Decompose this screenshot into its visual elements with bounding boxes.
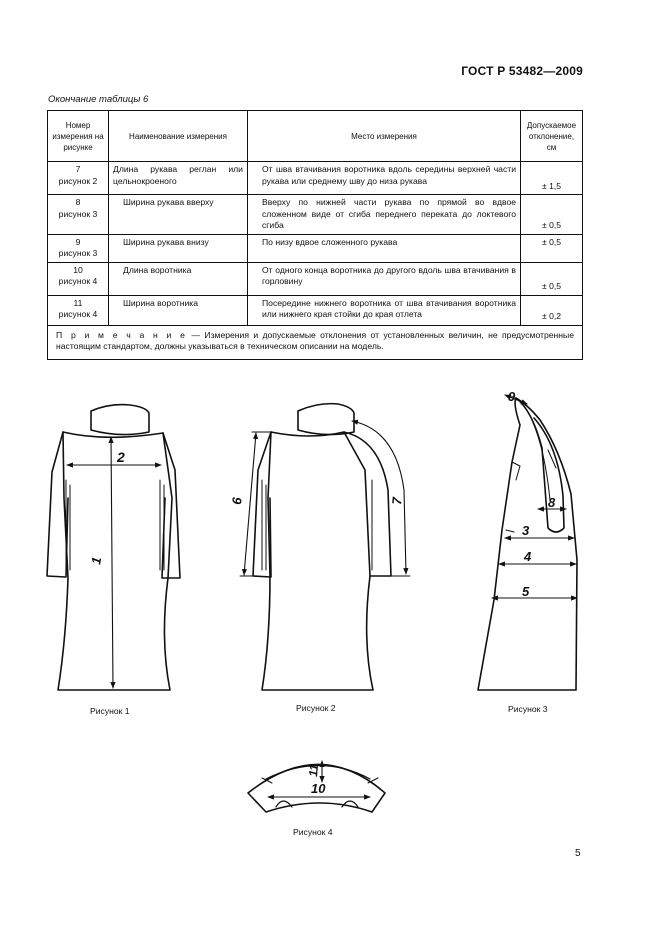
row-place: Посередине нижнего воротника от шва втачивания воротника или нижнего края стойки до края отлета (248, 295, 521, 325)
header-tolerance: Допускаемое отклонение, см (521, 111, 583, 162)
note-lead: П р и м е ч а н и е (56, 329, 188, 340)
row-tolerance: ± 0,5 (521, 234, 583, 262)
fig3-side-seam (506, 462, 520, 532)
row-place: От одного конца воротника до другого вдоль шва втачивания в горловину (248, 262, 521, 295)
figure-2-coat-raglan (229, 404, 410, 690)
row-figure: рисунок 4 (58, 309, 98, 319)
row-place: По низу вдвое сложенного рукава (248, 234, 521, 262)
fig3-body (478, 398, 577, 690)
page-number: 5 (575, 848, 581, 859)
fig4-mark-10: 10 (311, 781, 326, 796)
header-name: Наименование измерения (109, 111, 248, 162)
row-number: 9 (75, 236, 81, 247)
row-number: 8 (75, 197, 81, 207)
table-caption: Окончание таблицы 6 (48, 94, 149, 105)
row-figure: рисунок 3 (58, 248, 98, 258)
standard-designation: ГОСТ Р 53482—2009 (461, 64, 583, 78)
fig1-collar (91, 405, 149, 435)
row-place: От шва втачивания воротника вдоль середины верхней части рукава или среднему шву до низа рукава (248, 162, 521, 195)
fig3-mark-8: 8 (548, 495, 556, 510)
fig1-fold-lines (66, 480, 164, 570)
fig2-mark-7: 7 (389, 496, 405, 506)
figure-2-label: Рисунок 2 (296, 703, 336, 713)
fig2-raglan-sleeve (344, 432, 391, 576)
fig2-body (262, 432, 373, 690)
row-tolerance: ± 0,5 (521, 262, 583, 295)
fig2-fold-lines (262, 480, 372, 570)
row-name: Длина воротника (109, 262, 248, 295)
note-text: — Измерения и допускаемые отклонения от установленных величин, не предусмотренные настоящим стандартом, должны указываться в техническом описании на модель. (56, 329, 574, 351)
fig3-mark-4: 4 (524, 549, 532, 564)
row-name: Ширина воротника (109, 295, 248, 325)
row-figure: рисунок 3 (58, 208, 98, 219)
figure-4-collar (248, 761, 385, 812)
row-figure: рисунок 4 (58, 276, 98, 286)
row-place: Вверху по нижней части рукава по прямой во вдвое сложенном виде от сгиба переднего переката до локтевого сгиба (248, 195, 521, 235)
figure-1-label: Рисунок 1 (90, 706, 130, 716)
row-tolerance: ± 0,2 (521, 295, 583, 325)
fig1-body (58, 432, 172, 690)
row-tolerance: ± 0,5 (521, 195, 583, 235)
row-tolerance: ± 1,5 (521, 162, 583, 195)
fig2-collar (298, 404, 354, 435)
row-name: Ширина рукава внизу (109, 234, 248, 262)
figure-4-label: Рисунок 4 (293, 827, 333, 837)
row-number: 11 (73, 297, 83, 308)
row-name: Ширина рукава вверху (109, 195, 248, 235)
fig2-mark-6: 6 (229, 496, 245, 506)
row-number: 7 (75, 164, 81, 174)
figure-3-label: Рисунок 3 (508, 704, 548, 714)
header-place: Место измерения (248, 111, 521, 162)
figure-1-coat-front (47, 405, 180, 690)
fig1-measure-1-line (111, 437, 113, 688)
row-figure: рисунок 2 (58, 175, 98, 186)
fig1-mark-1: 1 (88, 555, 105, 566)
fig1-mark-2: 2 (117, 449, 125, 465)
fig3-sleeve (516, 398, 564, 532)
fig4-mark-11: 11 (306, 763, 322, 778)
fig3-mark-3: 3 (522, 523, 530, 538)
fig3-mark-5: 5 (522, 584, 530, 599)
row-name: Длина рукава реглан или цельнокроеного (109, 162, 248, 195)
header-number: Номер измерения на рисунке (48, 111, 109, 162)
row-number: 10 (73, 264, 83, 275)
fig3-mark-9: 9 (508, 389, 516, 404)
figure-3-coat-side (478, 389, 577, 690)
